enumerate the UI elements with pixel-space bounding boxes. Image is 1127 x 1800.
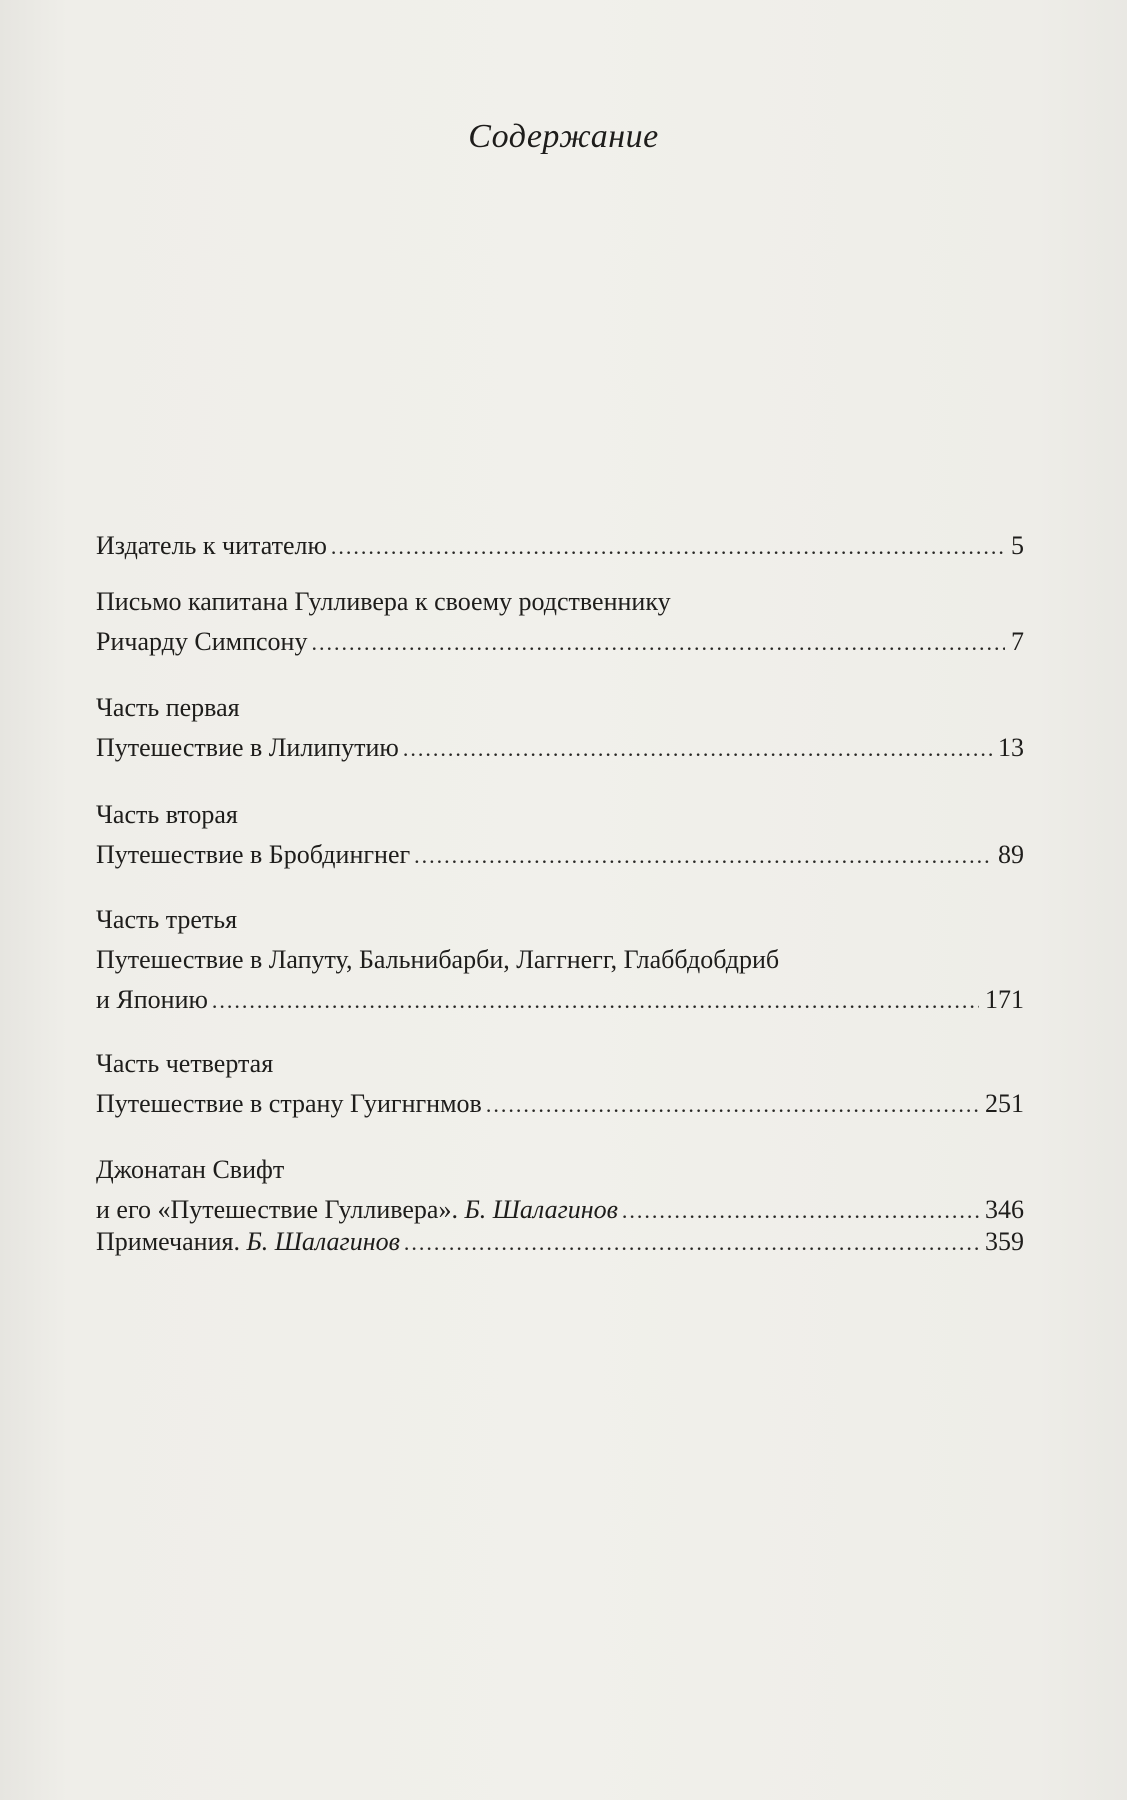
dot-leader — [403, 729, 992, 769]
dot-leader — [331, 527, 1005, 567]
entry-title: Издатель к читателю — [96, 531, 327, 560]
dot-leader — [414, 836, 992, 876]
entry-heading-line: Джонатан Свифт — [96, 1155, 285, 1184]
dot-leader — [311, 623, 1005, 663]
part-label: Часть третья — [96, 905, 238, 934]
toc-row — [96, 835, 1024, 875]
toc-entry — [96, 1150, 1024, 1230]
entry-title: Путешествие в страну Гуигнгнмов — [96, 1089, 482, 1118]
entry-author: Б. Шалагинов — [246, 1227, 400, 1256]
part-label: Часть первая — [96, 693, 240, 722]
dot-leader — [486, 1085, 979, 1125]
toc-row — [96, 728, 1024, 768]
page-number: 7 — [1011, 627, 1024, 656]
entry-heading-line: Письмо капитана Гулливера к своему родственнику — [96, 587, 671, 616]
toc-row — [96, 1084, 1024, 1124]
entry-title: Ричарду Симпсону — [96, 627, 308, 656]
page-number: 13 — [998, 733, 1024, 762]
toc-row — [96, 1222, 1024, 1262]
part-label: Часть вторая — [96, 800, 238, 829]
toc-row — [96, 526, 1024, 566]
toc-row — [96, 980, 1024, 1020]
entry-author: Б. Шалагинов — [464, 1195, 618, 1224]
dot-leader — [404, 1223, 979, 1263]
page-title: Содержание — [468, 118, 659, 155]
page-number: 346 — [985, 1195, 1024, 1224]
entry-title-group — [96, 1222, 400, 1262]
toc-entry — [96, 582, 1024, 662]
toc-row — [96, 622, 1024, 662]
page-number: 171 — [985, 985, 1024, 1014]
part-label: Часть четвертая — [96, 1049, 274, 1078]
page-number: 359 — [985, 1227, 1024, 1256]
dot-leader — [212, 981, 979, 1021]
entry-title: Путешествие в Бробдингнег — [96, 840, 411, 869]
toc-entry — [96, 1222, 1024, 1262]
entry-title: и его «Путешествие Гулливера». — [96, 1195, 458, 1224]
entry-title: Путешествие в Лилипутию — [96, 733, 399, 762]
entry-heading-line: Путешествие в Лапуту, Бальнибарби, Лаггнегг, Глаббдобдриб — [96, 945, 780, 974]
toc-entry — [96, 795, 1024, 875]
entry-title: Примечания. — [96, 1227, 240, 1256]
toc-entry — [96, 1044, 1024, 1124]
toc-entry — [96, 526, 1024, 566]
page-number: 251 — [985, 1089, 1024, 1118]
toc-entry — [96, 688, 1024, 768]
page-number: 5 — [1011, 531, 1024, 560]
entry-title: и Японию — [96, 985, 208, 1014]
page-number: 89 — [998, 840, 1024, 869]
toc-entry — [96, 900, 1024, 1020]
